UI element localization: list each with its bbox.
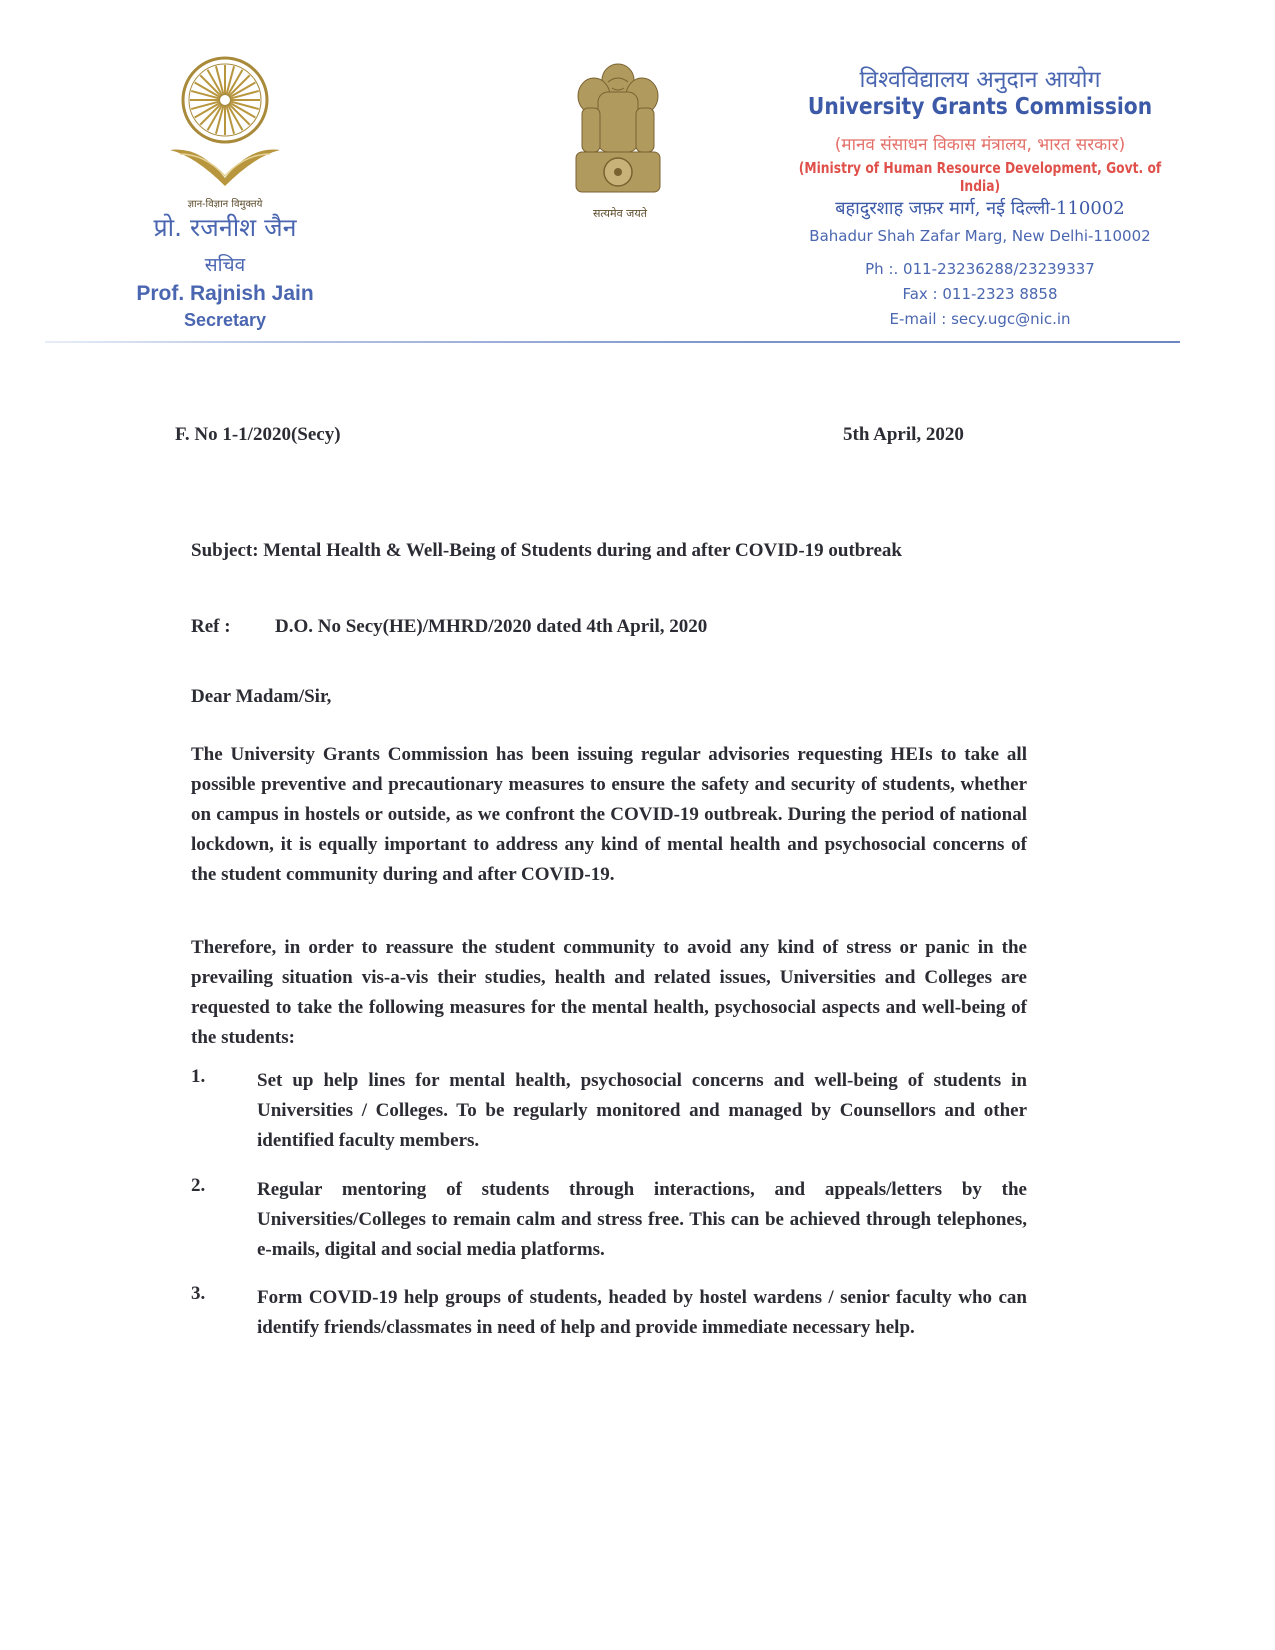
list-number: 1. — [191, 1066, 206, 1087]
salutation: Dear Madam/Sir, — [191, 686, 332, 707]
address: Bahadur Shah Zafar Marg, New Delhi-110002 — [809, 227, 1151, 245]
measure-list-item — [191, 1283, 1027, 1343]
secretary-name-hindi: प्रो. रजनीश जैन — [153, 213, 297, 242]
letter-date: 5th April, 2020 — [843, 424, 964, 445]
org-name: University Grants Commission — [807, 94, 1153, 120]
ministry-name: (Ministry of Human Resource Development, Govt. of India) — [798, 159, 1162, 195]
ugc-logo-icon — [160, 50, 290, 190]
secretary-title-hindi: सचिव — [204, 254, 246, 276]
ugc-motto: ज्ञान-विज्ञान विमुक्तये — [187, 199, 263, 210]
letterhead-divider — [45, 341, 1180, 343]
list-number: 2. — [191, 1175, 206, 1196]
paragraph: Therefore, in order to reassure the student community to avoid any kind of stress or panic in the prevailing situation vis-a-vis their studies, health and related issues, Universities and Colleges are requested to take the following measures for the mental health, psychosocial aspects and well-being of the students: — [191, 937, 1027, 1048]
measure-list-item — [191, 1175, 1027, 1265]
national-emblem-icon — [568, 52, 668, 202]
email-address: E-mail : secy.ugc@nic.in — [889, 310, 1071, 328]
secretary-name: Prof. Rajnish Jain — [136, 282, 314, 305]
reference-label: Ref : — [191, 616, 231, 637]
list-text: Regular mentoring of students through interactions, and appeals/letters by the Universities/Colleges to remain calm and stress free. This can be achieved through telephones, e-mails, digital and social media platforms. — [257, 1179, 1027, 1260]
secretary-title: Secretary — [183, 310, 267, 330]
reference-value: D.O. No Secy(HE)/MHRD/2020 dated 4th April, 2020 — [275, 616, 708, 637]
file-number: F. No 1-1/2020(Secy) — [175, 424, 341, 445]
list-number: 3. — [191, 1283, 206, 1304]
org-name-hindi: विश्वविद्यालय अनुदान आयोग — [859, 67, 1101, 93]
phone-number: Ph :. 011-23236288/23239337 — [865, 260, 1095, 278]
address-hindi: बहादुरशाह जफ़र मार्ग, नई दिल्ली-110002 — [835, 198, 1125, 219]
paragraph: The University Grants Commission has been issuing regular advisories requesting HEIs to take all possible preventive and precautionary measures to ensure the safety and security of students, whether on campus in hostels or outside, as we confront the COVID-19 outbreak. During the period of national lockdown, it is equally important to address any kind of mental health and psychosocial concerns of the student community during and after COVID-19. — [191, 744, 1027, 885]
subject-line: Subject: Mental Health & Well-Being of Students during and after COVID-19 outbreak — [191, 540, 902, 561]
list-text: Form COVID-19 help groups of students, headed by hostel wardens / senior faculty who can identify friends/classmates in need of help and provide immediate necessary help. — [257, 1287, 1027, 1338]
measure-list-item — [191, 1066, 1027, 1156]
fax-number: Fax : 011-2323 8858 — [902, 285, 1058, 303]
emblem-motto: सत्यमेव जयते — [592, 207, 647, 220]
ministry-hindi: (मानव संसाधन विकास मंत्रालय, भारत सरकार) — [834, 135, 1126, 155]
list-text: Set up help lines for mental health, psychosocial concerns and well-being of students in Universities / Colleges. To be regularly monitored and managed by Counsellors and other identified faculty members. — [257, 1070, 1027, 1151]
